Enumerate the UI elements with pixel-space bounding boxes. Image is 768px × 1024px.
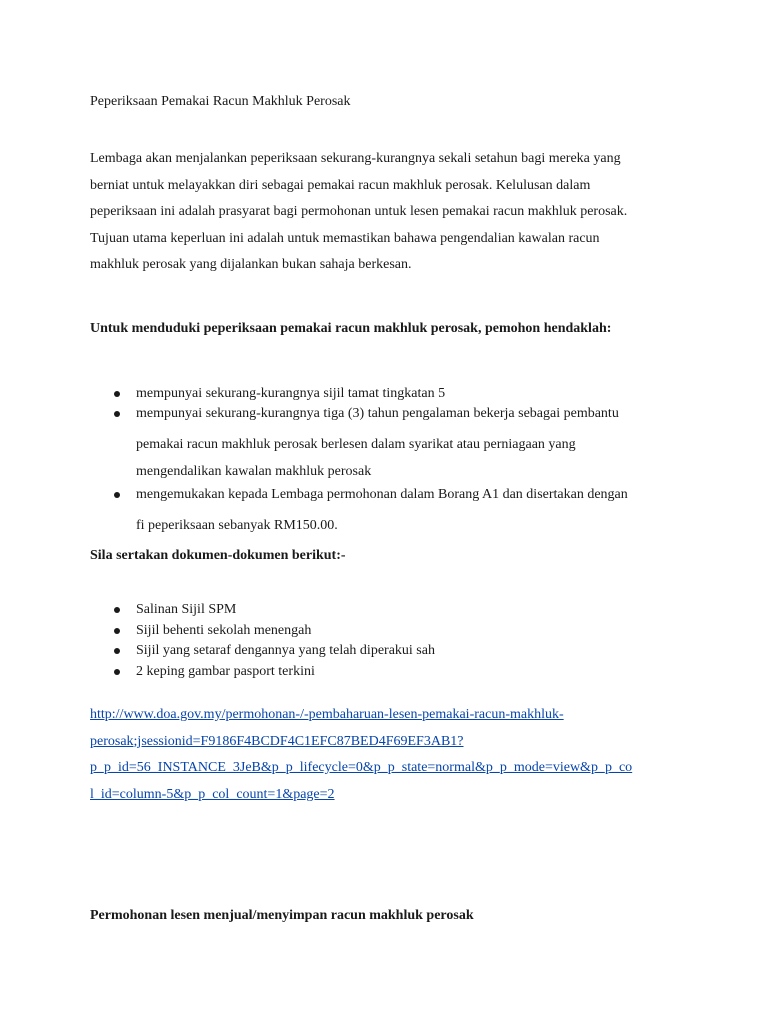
link-line[interactable]: l_id=column-5&p_p_col_count=1&page=2 xyxy=(90,786,335,802)
list-item xyxy=(90,662,435,683)
list-item xyxy=(90,485,628,539)
intro-line: makhluk perosak yang dijalankan bukan sahaja berkesan. xyxy=(90,257,412,272)
list-item xyxy=(90,384,628,404)
intro-line: peperiksaan ini adalah prasyarat bagi permohonan untuk lesen pemakai racun makhluk perosak. xyxy=(90,204,628,219)
intro-line: Lembaga akan menjalankan peperiksaan sekurang-kurangnya sekali setahun bagi mereka yang xyxy=(90,151,621,166)
list-item xyxy=(90,404,628,485)
list-item-text: Sijil yang setaraf dengannya yang telah diperakui sah xyxy=(136,643,435,658)
bullet-icon xyxy=(114,411,120,417)
list-item xyxy=(90,600,435,621)
list-item-text: mengendalikan kawalan makhluk perosak xyxy=(136,464,372,479)
bullet-icon xyxy=(114,648,120,654)
intro-line: berniat untuk melayakkan diri sebagai pemakai racun makhluk perosak. Kelulusan dalam xyxy=(90,177,591,193)
list-item-text: mempunyai sekurang-kurangnya tiga (3) tahun pengalaman bekerja sebagai pembantu xyxy=(136,406,619,421)
intro-paragraph xyxy=(90,146,680,279)
link-line[interactable]: perosak;jsessionid=F9186F4BCDF4C1EFC87BED4F69EF3AB1? xyxy=(90,733,464,749)
requirements-heading: Untuk menduduki peperiksaan pemakai racun makhluk perosak, pemohon hendaklah: xyxy=(90,321,612,336)
list-item-text: Salinan Sijil SPM xyxy=(136,602,237,617)
list-item-text: mengemukakan kepada Lembaga permohonan dalam Borang A1 dan disertakan dengan xyxy=(136,487,628,502)
list-item-text: 2 keping gambar pasport terkini xyxy=(136,663,315,679)
list-item xyxy=(90,641,435,662)
list-item-text: Sijil behenti sekolah menengah xyxy=(136,622,312,638)
bullet-icon xyxy=(114,669,120,675)
list-item-text: mempunyai sekurang-kurangnya sijil tamat tingkatan 5 xyxy=(136,386,446,401)
documents-list xyxy=(90,600,435,682)
next-section-heading: Permohonan lesen menjual/menyimpan racun makhluk perosak xyxy=(90,908,474,923)
page-title: Peperiksaan Pemakai Racun Makhluk Perosak xyxy=(90,94,351,109)
doa-website-link[interactable] xyxy=(90,702,632,808)
list-item xyxy=(90,621,435,642)
requirements-list xyxy=(90,384,628,539)
bullet-icon xyxy=(114,628,120,634)
intro-line: Tujuan utama keperluan ini adalah untuk memastikan bahawa pengendalian kawalan racun xyxy=(90,230,600,246)
bullet-icon xyxy=(114,391,120,397)
bullet-icon xyxy=(114,492,120,498)
list-item-text: fi peperiksaan sebanyak RM150.00. xyxy=(136,518,338,533)
bullet-icon xyxy=(114,607,120,613)
link-line[interactable]: p_p_id=56_INSTANCE_3JeB&p_p_lifecycle=0&p_p_state=normal&p_p_mode=view&p_p_co xyxy=(90,760,633,775)
documents-heading: Sila sertakan dokumen-dokumen berikut:- xyxy=(90,548,346,563)
list-item-text: pemakai racun makhluk perosak berlesen dalam syarikat atau perniagaan yang xyxy=(136,437,576,452)
link-line[interactable]: http://www.doa.gov.my/permohonan-/-pembaharuan-lesen-pemakai-racun-makhluk- xyxy=(90,707,564,722)
